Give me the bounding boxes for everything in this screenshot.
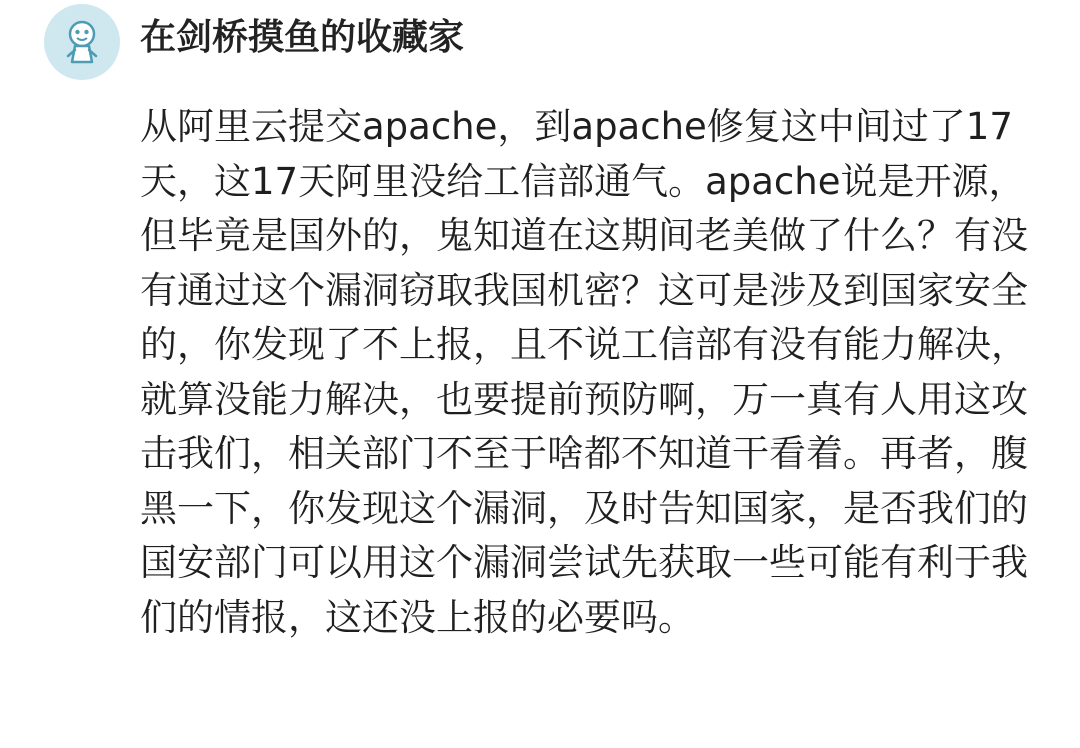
cartoon-character-icon (62, 18, 102, 66)
avatar[interactable] (44, 4, 120, 80)
author-name[interactable]: 在剑桥摸鱼的收藏家 (140, 17, 465, 58)
comment-text: 从阿里云提交apache，到apache修复这中间过了17天，这17天阿里没给工信部通气。apache说是开源，但毕竟是国外的，鬼知道在这期间老美做了什么？有没有通过这个漏洞窃取我国机密？这可是涉及到国家安全的，你发现了不上报，且不说工信部有没有能力解决，就算没能力解决，也要提前预防啊，万一真有人用这攻击我们，相关部门不至于啥都不知道干看着。再者，腹黑一下，你发现这个漏洞，及时告知国家，是否我们的国安部门可以用这个漏洞尝试先获取一些可能有利于我们的情报，这还没上报的必要吗。 (140, 105, 1028, 639)
